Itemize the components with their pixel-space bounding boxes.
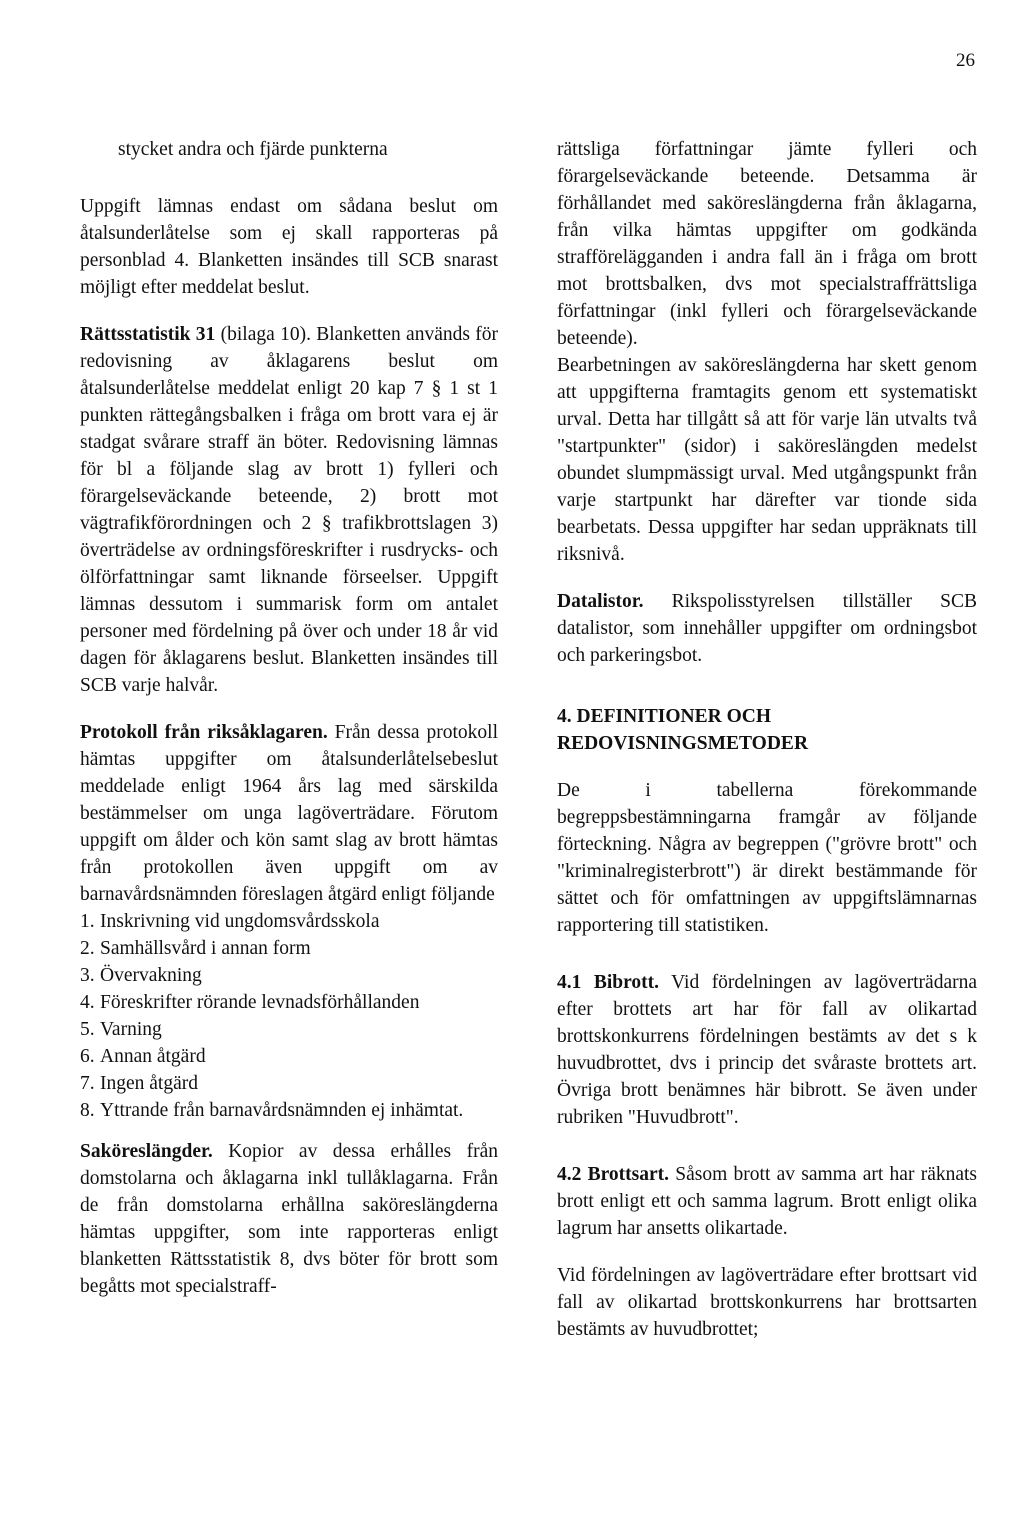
list-item <box>80 908 498 935</box>
paragraph-fordelningen: Vid fördelningen av lagöverträdare efter brottsart vid fall av olikartad brottskonkurrens har brottsarten bestämts av huvudbrottet; <box>557 1265 977 1340</box>
paragraph-continued: rättsliga författningar jämte fylleri och förargelseväckande beteende. Detsamma är förhållandet med saköreslängderna från åklagarna, från vilka hämtas uppgifter om godkända strafförelägganden i andra fall än i fråga om brott mot brottsbalken, dvs mot specialstraffrättsliga författningar (inkl fylleri och förargelseväckande beteende). <box>557 139 977 349</box>
list-item-number: 4. <box>80 992 95 1013</box>
paragraph-sakoreslangder <box>80 1138 498 1300</box>
lead-sakoreslangder: Saköreslängder. <box>80 1141 213 1162</box>
list-item-number: 3. <box>80 965 95 986</box>
subsection-bibrott <box>557 969 977 1131</box>
list-item-number: 8. <box>80 1100 95 1121</box>
list-item-text: Ingen åtgärd <box>100 1073 198 1094</box>
list-item <box>80 1016 498 1043</box>
list-item-text: Varning <box>100 1019 162 1040</box>
lead-rattsstatistik-31: Rättsstatistik 31 <box>80 324 216 345</box>
text-datalistor: Rikspolisstyrelsen tillställer SCB datalistor, som innehåller uppgifter om ordningsbot och parkeringsbot. <box>557 591 977 666</box>
list-item-text: Yttrande från barnavårdsnämnden ej inhämtat. <box>100 1100 464 1121</box>
list-item-text: Föreskrifter rörande levnadsförhållanden <box>100 992 420 1013</box>
list-item-number: 5. <box>80 1019 95 1040</box>
paragraph-uppgift: Uppgift lämnas endast om sådana beslut om åtalsunderlåtelse som ej skall rapporteras på personblad 4. Blanketten insändes till SCB snarast möjligt efter meddelat beslut. <box>80 196 498 298</box>
measures-list <box>80 908 498 1124</box>
list-item-number: 2. <box>80 938 95 959</box>
paragraph-datalistor <box>557 588 977 669</box>
lead-datalistor: Datalistor. <box>557 591 644 612</box>
paragraph-bearbetningen: Bearbetningen av saköreslängderna har skett genom att uppgifterna framtagits genom ett systematiskt urval. Detta har tillgått så att för varje län utvalts två "startpunkter" (sidor) i saköreslängden medelst obundet slumpmässigt urval. Med utgångspunkt från varje startpunkt har därefter var tionde sida bearbetats. Dessa uppgifter har sedan uppräknats till riksnivå. <box>557 355 977 565</box>
text-sakoreslangder: Kopior av dessa erhålles från domstolarna och åklagarna inkl tullåklagarna. Från de från domstolarna erhållna saköreslängderna hämtas uppgifter, som inte rapporteras enligt blanketten Rättsstatistik 8, dvs böter för brott som begåtts mot specialstraff- <box>80 1141 498 1297</box>
list-item-text: Annan åtgärd <box>100 1046 206 1067</box>
list-item-number: 1. <box>80 911 95 932</box>
subsection-brottsart <box>557 1161 977 1242</box>
list-item <box>80 935 498 962</box>
lead-protokoll: Protokoll från riksåklagaren. <box>80 722 328 743</box>
list-item-text: Inskrivning vid ungdomsvårdsskola <box>100 911 380 932</box>
paragraph-protokoll <box>80 719 498 908</box>
paragraph-rattsstatistik-31 <box>80 321 498 699</box>
list-item-text: Samhällsvård i annan form <box>100 938 311 959</box>
subsection-text: Vid fördelningen av lagöverträdarna efter brottets art har för fall av olikartad brottskonkurrens fördelningen bestämts av det s k huvudbrottet, dvs i princip det svåraste brottets art. Övriga brott benämnes här bibrott. Se även under rubriken "Huvudbrott". <box>557 972 977 1128</box>
text-protokoll: Från dessa protokoll hämtas uppgifter om åtalsunderlåtelsebeslut meddelade enligt 1964 års lag med särskilda bestämmelser om unga lagöverträdare. Förutom uppgift om ålder och kön samt slag av brott hämtas från protokollen även uppgift om av barnavårdsnämnden föreslagen åtgärd enligt följande <box>80 722 498 905</box>
text-rattsstatistik-31: (bilaga 10). Blanketten används för redovisning av åklagarens beslut om åtalsunderlåtelse meddelat enligt 20 kap 7 § 1 st 1 punkten rättegångsbalken i fråga om brott vara ej är stadgat svårare straff än böter. Redovisning lämnas för bl a följande slag av brott 1) fylleri och förargelseväckande beteende, 2) brott mot vägtrafikförordningen och 2 § trafikbrottslagen 3) överträdelse av ordningsföreskrifter i rusdrycks- och ölförfattningar samt liknande förseelser. Uppgift lämnas dessutom i summarisk form om antalet personer med fördelning på över och under 18 år vid dagen för åklagarens beslut. Blanketten insändes till SCB varje halvår. <box>80 324 498 696</box>
subsection-title: Brottsart. <box>587 1164 670 1185</box>
right-column <box>557 136 977 1343</box>
list-item-text: Övervakning <box>100 965 202 986</box>
list-item <box>80 1097 498 1124</box>
list-item <box>80 1043 498 1070</box>
subheading: stycket andra och fjärde punkterna <box>118 139 388 160</box>
subsection-number: 4.1 <box>557 972 582 993</box>
list-item <box>80 962 498 989</box>
subsection-title: Bibrott. <box>593 972 660 993</box>
section-heading: 4. DEFINITIONER OCH REDOVISNINGSMETODER <box>557 706 809 754</box>
list-item <box>80 989 498 1016</box>
list-item <box>80 1070 498 1097</box>
left-column <box>80 136 498 1300</box>
subsection-number: 4.2 <box>557 1164 582 1185</box>
list-item-number: 6. <box>80 1046 95 1067</box>
page-number: 26 <box>956 50 975 71</box>
paragraph-definitions-intro: De i tabellerna förekommande begreppsbestämningarna framgår av följande förteckning. Några av begreppen ("grövre brott" och "kriminalregisterbrott") är direkt bestämmande för sättet och för omfattningen av uppgiftslämnarnas rapportering till statistiken. <box>557 780 977 936</box>
list-item-number: 7. <box>80 1073 95 1094</box>
subsection-text: Såsom brott av samma art har räknats brott enligt ett och samma lagrum. Brott enligt olika lagrum har ansetts olikartade. <box>557 1164 978 1239</box>
